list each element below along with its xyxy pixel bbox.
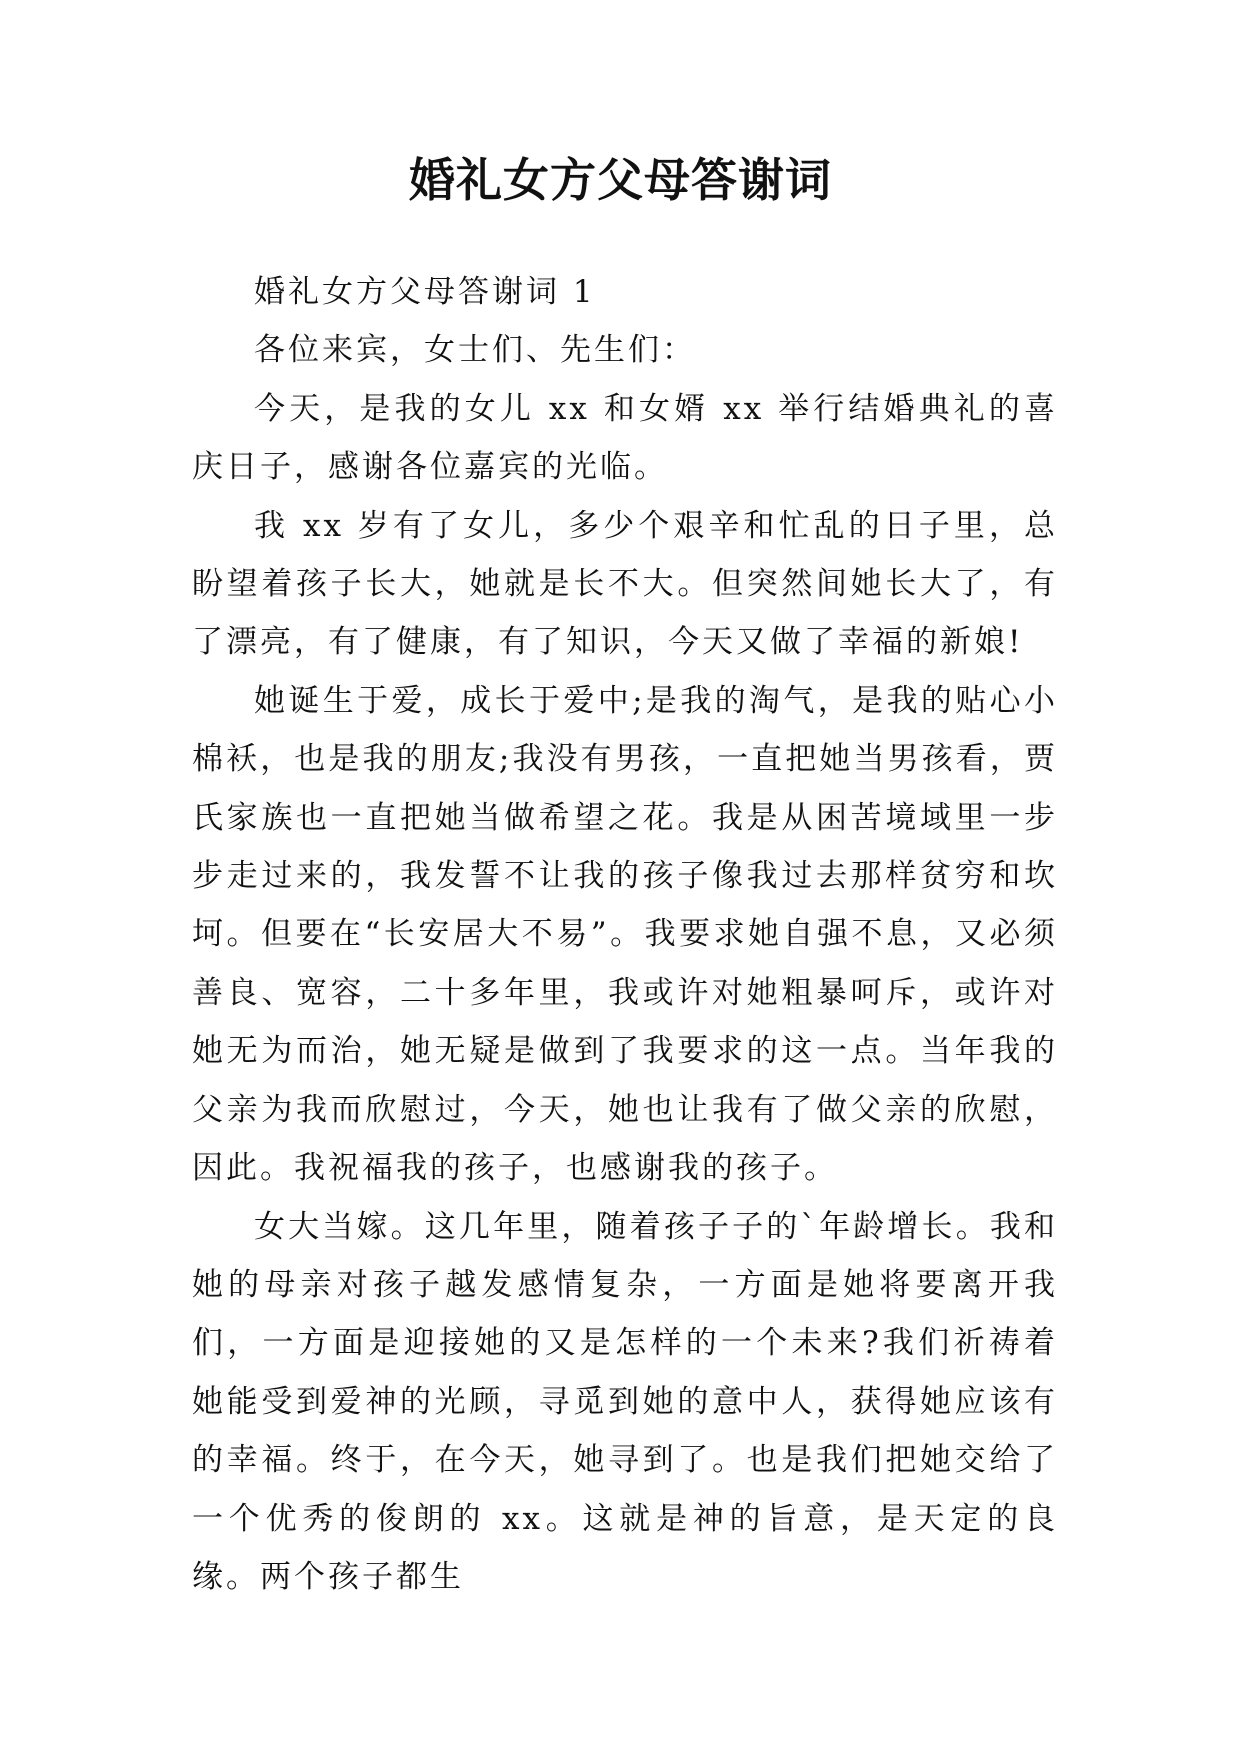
paragraph: 我 xx 岁有了女儿，多少个艰辛和忙乱的日子里，总盼望着孩子长大，她就是长不大。但突然间她长大了，有了漂亮，有了健康，有了知识，今天又做了幸福的新娘! — [192, 507, 1058, 661]
paragraph-salutation: 各位来宾，女士们、先生们： — [254, 332, 696, 369]
paragraph-heading: 婚礼女方父母答谢词 1 — [254, 274, 596, 310]
document-body — [192, 263, 1058, 1606]
paragraph: 她诞生于爱，成长于爱中;是我的淘气，是我的贴心小棉袄，也是我的朋友;我没有男孩，一直把她当男孩看，贾氏家族也一直把她当做希望之花。我是从困苦境域里一步步走过来的，我发誓不让我的孩子像我过去那样贫穷和坎坷。但要在“长安居大不易”。我要求她自强不息，又必须善良、宽容，二十多年里，我或许对她粗暴呵斥，或许对她无为而治，她无疑是做到了我要求的这一点。当年我的父亲为我而欣慰过，今天，她也让我有了做父亲的欣慰，因此。我祝福我的孩子，也感谢我的孩子。 — [192, 682, 1058, 1187]
paragraph: 女大当嫁。这几年里，随着孩子子的`年龄增长。我和她的母亲对孩子越发感情复杂，一方面是她将要离开我们，一方面是迎接她的又是怎样的一个未来?我们祈祷着她能受到爱神的光顾，寻觅到她的意中人，获得她应该有的幸福。终于，在今天，她寻到了。也是我们把她交给了一个优秀的俊朗的 xx。这就是神的旨意，是天定的良缘。两个孩子都生 — [192, 1208, 1058, 1595]
paragraph: 今天，是我的女儿 xx 和女婿 xx 举行结婚典礼的喜庆日子，感谢各位嘉宾的光临。 — [192, 390, 1058, 486]
document-title: 婚礼女方父母答谢词 — [409, 153, 832, 207]
